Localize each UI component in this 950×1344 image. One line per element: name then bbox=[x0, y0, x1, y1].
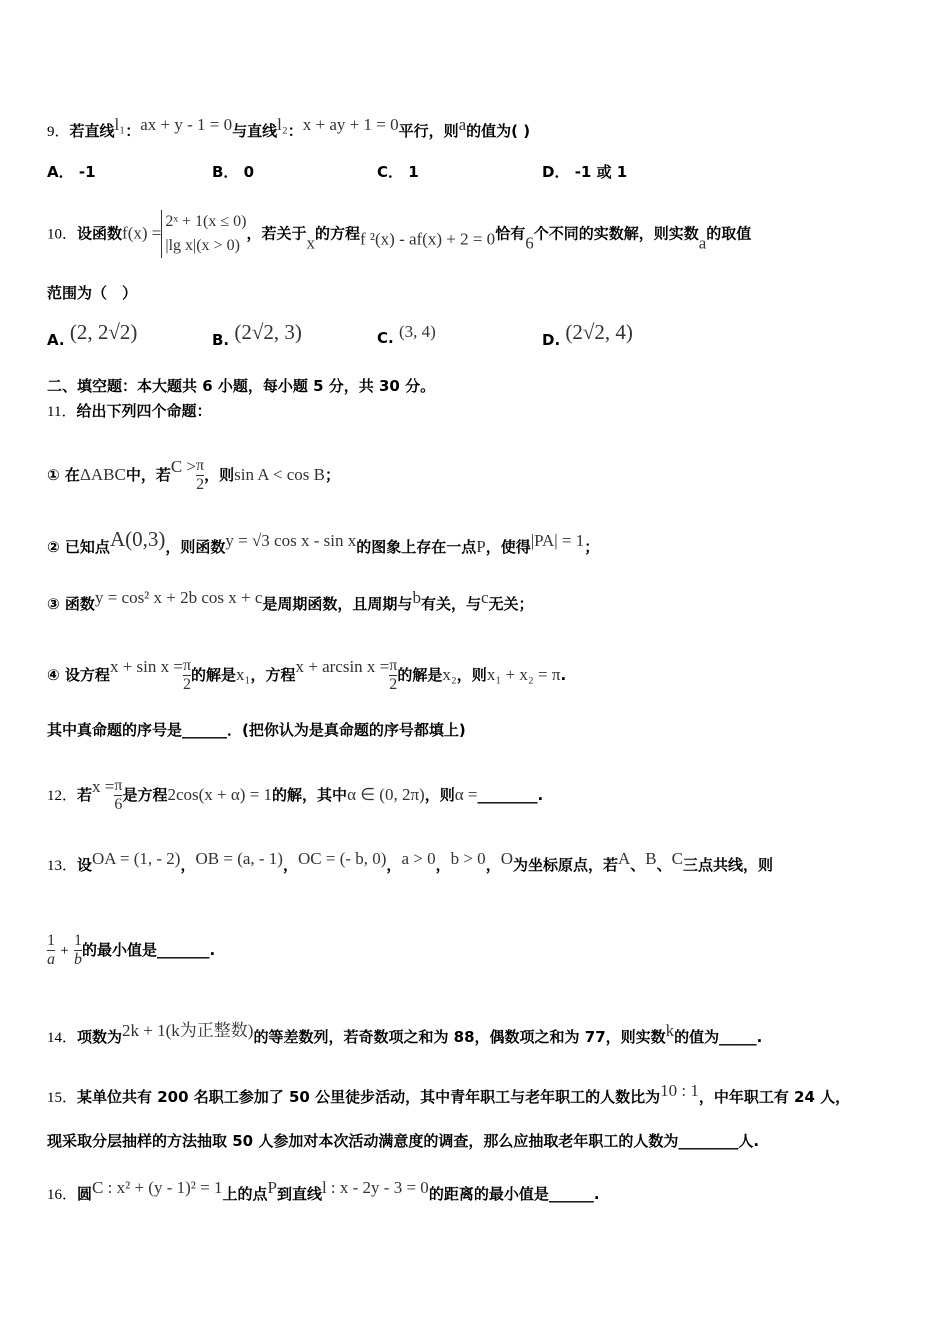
denominator: b bbox=[73, 951, 82, 968]
numerator: 1 bbox=[47, 932, 55, 949]
text: ________. bbox=[477, 786, 544, 804]
question-number: 15． bbox=[47, 1090, 78, 1106]
option-label: B. bbox=[212, 331, 230, 349]
math: OA = (1, - 2) bbox=[92, 849, 181, 868]
option-label: A. bbox=[47, 331, 65, 349]
text: 三点共线，则 bbox=[683, 856, 774, 874]
text: 的值为( ) bbox=[466, 122, 531, 140]
math: x = bbox=[92, 777, 115, 796]
option-d[interactable] bbox=[542, 162, 627, 182]
question-number: 11． bbox=[47, 404, 77, 420]
option-d[interactable] bbox=[542, 322, 633, 350]
text: ，则 bbox=[204, 466, 235, 484]
text: ① 在 bbox=[47, 466, 80, 484]
text: . bbox=[560, 666, 567, 684]
text: 的取值 bbox=[706, 224, 752, 243]
math: x₁ bbox=[236, 665, 251, 684]
text: ： bbox=[287, 122, 303, 140]
text: ，则 bbox=[456, 666, 487, 684]
math: 6 bbox=[525, 233, 534, 253]
proposition-3 bbox=[47, 588, 534, 614]
text: ； bbox=[584, 538, 600, 556]
fraction bbox=[183, 657, 191, 694]
text: 若直线 bbox=[69, 122, 115, 140]
option-b[interactable] bbox=[212, 322, 302, 350]
text: 的解是 bbox=[191, 666, 237, 684]
text: 圆 bbox=[77, 1185, 93, 1203]
question-10-continuation: 范围为（ ） bbox=[47, 284, 138, 302]
text: 中，若 bbox=[125, 466, 171, 484]
question-number: 10． bbox=[47, 226, 78, 243]
math: a bbox=[698, 233, 707, 253]
denominator: 2 bbox=[182, 676, 191, 693]
text: 给出下列四个命题： bbox=[76, 402, 212, 420]
text: ④ 设方程 bbox=[47, 666, 110, 684]
math: x + sin x = bbox=[109, 657, 183, 676]
text: 的解是 bbox=[397, 666, 443, 684]
denominator: 2 bbox=[196, 476, 205, 493]
math: b > 0 bbox=[450, 849, 486, 868]
option-label: B． bbox=[212, 163, 239, 181]
question-10 bbox=[47, 210, 751, 264]
question-10-options bbox=[0, 322, 950, 352]
math: f ²(x) - af(x) + 2 = 0 bbox=[359, 229, 496, 249]
question-15-continuation: 现采取分层抽样的方法抽取 50 人参加对本次活动满意度的调查，那么应抽取老年职工的人数为________人. bbox=[47, 1132, 760, 1150]
case-2: |lg x|(x > 0) bbox=[165, 237, 240, 254]
text: ，方程 bbox=[250, 666, 296, 684]
text: 无关； bbox=[488, 595, 534, 613]
text: 到直线 bbox=[276, 1185, 322, 1203]
option-c[interactable] bbox=[377, 162, 419, 182]
text: 若 bbox=[77, 786, 93, 804]
question-15 bbox=[47, 1081, 850, 1108]
text: 上的点 bbox=[222, 1185, 268, 1203]
piecewise-cases bbox=[161, 210, 246, 258]
text: 是方程 bbox=[122, 786, 168, 804]
text: 是周期函数，且周期与 bbox=[262, 595, 413, 613]
text: 、 bbox=[656, 856, 672, 874]
option-label: C. bbox=[377, 329, 394, 347]
text: ③ 函数 bbox=[47, 595, 95, 613]
option-value: 1 bbox=[408, 163, 419, 181]
math: 2cos(x + α) = 1 bbox=[167, 785, 273, 804]
text: ，使得 bbox=[485, 538, 531, 556]
question-13 bbox=[47, 849, 773, 876]
question-11-blank: 其中真命题的序号是______．(把你认为是真命题的序号都填上) bbox=[47, 721, 466, 739]
math: B bbox=[645, 849, 657, 868]
text: 的图象上存在一点 bbox=[356, 538, 477, 556]
math: x bbox=[306, 233, 315, 253]
option-value: -1 bbox=[78, 163, 96, 181]
option-label: C． bbox=[377, 163, 404, 181]
math: l : x - 2y - 3 = 0 bbox=[321, 1178, 429, 1197]
text: ② 已知点 bbox=[47, 538, 110, 556]
text: 有关，与 bbox=[420, 595, 481, 613]
question-number: 16． bbox=[47, 1187, 78, 1203]
case-1: 2ˣ + 1(x ≤ 0) bbox=[165, 213, 247, 230]
math: C bbox=[671, 849, 683, 868]
option-value: -1 或 1 bbox=[574, 163, 628, 181]
text: 恰有 bbox=[495, 224, 526, 243]
question-9 bbox=[47, 115, 530, 142]
text: 项数为 bbox=[77, 1028, 123, 1046]
text: 个不同的实数解，则实数 bbox=[533, 224, 699, 243]
text: 的解，其中 bbox=[272, 786, 348, 804]
proposition-1 bbox=[47, 445, 340, 497]
option-b[interactable] bbox=[212, 162, 254, 182]
math: OC = (- b, 0) bbox=[297, 849, 387, 868]
fraction bbox=[74, 932, 82, 969]
text: 的最小值是_______. bbox=[81, 941, 216, 959]
math: f(x) = bbox=[122, 223, 162, 243]
question-14 bbox=[47, 1021, 762, 1048]
option-value: (2√2, 3) bbox=[234, 320, 302, 344]
numerator: π bbox=[196, 457, 205, 474]
math: l₂ bbox=[277, 115, 288, 134]
option-value: (2, 2√2) bbox=[69, 320, 138, 344]
numerator: π bbox=[114, 777, 123, 794]
math: a > 0 bbox=[401, 849, 436, 868]
option-a[interactable] bbox=[47, 162, 96, 182]
math: P bbox=[476, 537, 486, 556]
math: O bbox=[500, 849, 513, 868]
plus-sign: + bbox=[60, 943, 69, 959]
math: y = √3 cos x - sin x bbox=[225, 531, 357, 550]
math: |PA| = 1 bbox=[530, 531, 585, 550]
text: ， bbox=[435, 856, 451, 874]
math: l₁ bbox=[114, 115, 126, 134]
text: 设函数 bbox=[77, 224, 123, 243]
question-number: 9． bbox=[47, 124, 70, 140]
math: C > bbox=[170, 457, 197, 476]
text: 的值为_____. bbox=[674, 1028, 763, 1046]
proposition-2 bbox=[47, 529, 599, 557]
math: 2k + 1(k为正整数) bbox=[122, 1021, 254, 1040]
text: ，中年职工有 24 人， bbox=[698, 1088, 851, 1106]
option-value: (2√2, 4) bbox=[565, 320, 633, 344]
option-c[interactable] bbox=[377, 322, 436, 348]
text: 为坐标原点，若 bbox=[512, 856, 618, 874]
math: sin A < cos B bbox=[234, 465, 325, 484]
text: ， bbox=[282, 856, 298, 874]
math: b bbox=[412, 588, 421, 607]
math: k bbox=[665, 1021, 675, 1040]
text: ，则函数 bbox=[165, 538, 226, 556]
question-12 bbox=[47, 765, 543, 818]
math: ΔABC bbox=[79, 465, 126, 484]
text: 某单位共有 200 名职工参加了 50 公里徒步活动，其中青年职工与老年职工的人数比为 bbox=[77, 1088, 661, 1106]
question-11-intro bbox=[47, 401, 211, 422]
text: 的方程 bbox=[314, 224, 360, 243]
text: 与直线 bbox=[232, 122, 278, 140]
math: A bbox=[618, 849, 631, 868]
question-number: 13． bbox=[47, 858, 78, 874]
option-value: (3, 4) bbox=[398, 322, 436, 341]
text: 、 bbox=[630, 856, 646, 874]
denominator: 6 bbox=[114, 796, 123, 813]
text: 的距离的最小值是______. bbox=[428, 1185, 600, 1203]
option-value: 0 bbox=[243, 163, 255, 181]
proposition-4 bbox=[47, 645, 566, 697]
math: α ∈ (0, 2π) bbox=[347, 785, 425, 804]
math: x + arcsin x = bbox=[295, 657, 390, 676]
option-a[interactable] bbox=[47, 322, 137, 350]
math: C : x² + (y - 1)² = 1 bbox=[92, 1178, 223, 1197]
fraction bbox=[47, 932, 55, 969]
math: 10 : 1 bbox=[660, 1081, 699, 1100]
numerator: 1 bbox=[73, 932, 82, 949]
text: 的等差数列，若奇数项之和为 88，偶数项之和为 77，则实数 bbox=[253, 1028, 666, 1046]
option-label: A． bbox=[47, 163, 74, 181]
text: 平行，则 bbox=[398, 122, 459, 140]
denominator: a bbox=[47, 951, 55, 968]
math: x + ay + 1 = 0 bbox=[302, 115, 399, 134]
text: ，若关于 bbox=[246, 224, 307, 243]
text: ， bbox=[485, 856, 501, 874]
section-heading: 二、填空题：本大题共 6 小题，每小题 5 分，共 30 分。 bbox=[47, 377, 436, 395]
math: x₁ + x₂ = π bbox=[486, 665, 561, 684]
question-number: 14． bbox=[47, 1030, 78, 1046]
text: 设 bbox=[77, 856, 93, 874]
math: x₂ bbox=[442, 665, 457, 684]
option-label: D． bbox=[542, 163, 570, 181]
math: A(0,3) bbox=[109, 527, 166, 551]
text: ， bbox=[180, 856, 196, 874]
numerator: π bbox=[182, 657, 192, 674]
math: c bbox=[480, 588, 489, 607]
math: OB = (a, - 1) bbox=[195, 849, 283, 868]
math: P bbox=[267, 1178, 277, 1197]
question-number: 12． bbox=[47, 788, 78, 804]
math: a bbox=[458, 115, 467, 134]
math: α = bbox=[454, 785, 478, 804]
math: y = cos² x + 2b cos x + c bbox=[94, 588, 263, 607]
denominator: 2 bbox=[389, 676, 398, 693]
question-13-continuation bbox=[47, 928, 215, 973]
math: ax + y - 1 = 0 bbox=[140, 115, 233, 134]
fraction bbox=[196, 457, 204, 494]
text: ， bbox=[386, 856, 402, 874]
numerator: π bbox=[389, 657, 398, 674]
text: ，则 bbox=[424, 786, 455, 804]
question-16 bbox=[47, 1178, 600, 1205]
text: ： bbox=[125, 122, 141, 140]
text: ； bbox=[324, 466, 340, 484]
option-label: D. bbox=[542, 331, 561, 349]
